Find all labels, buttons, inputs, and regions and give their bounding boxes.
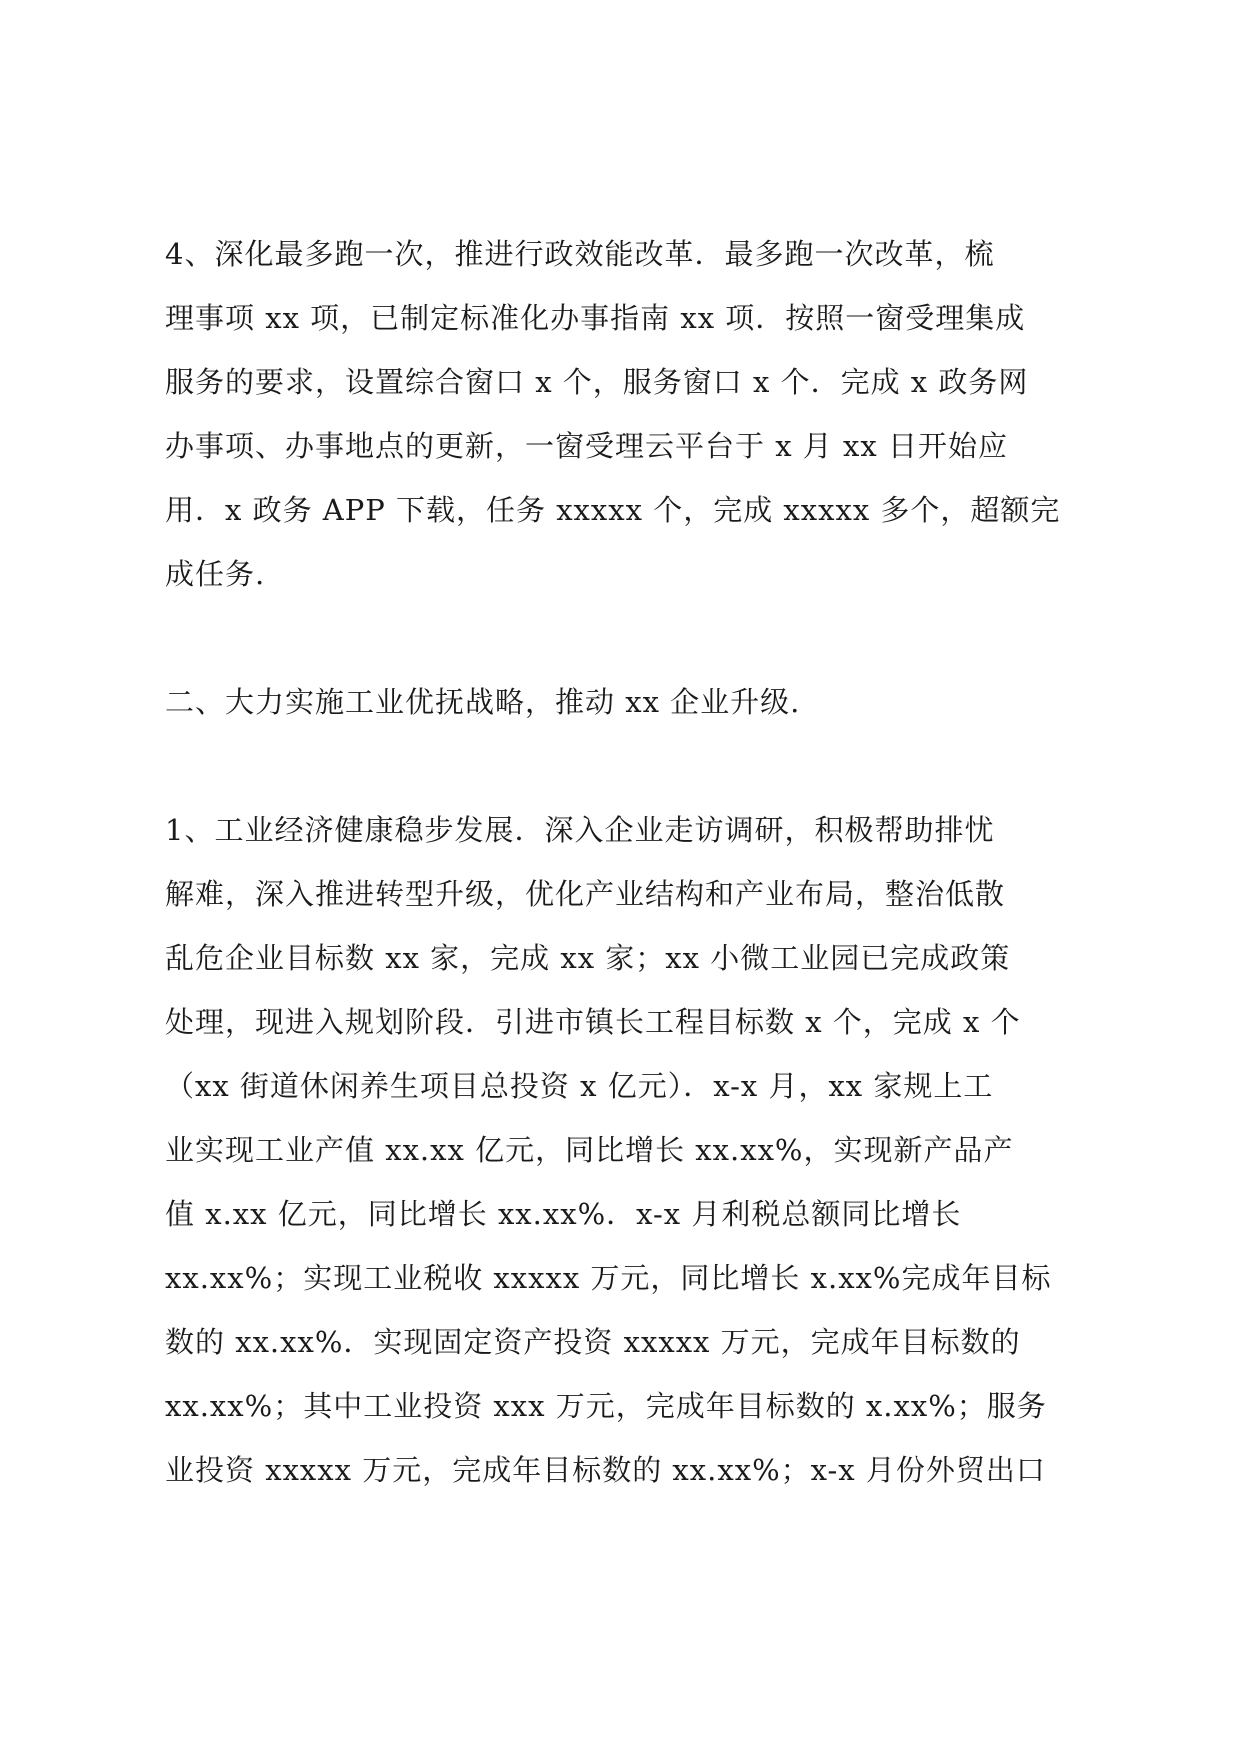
- paragraph-gap: [165, 734, 1095, 798]
- text-line: 解难，深入推进转型升级，优化产业结构和产业布局，整治低散: [165, 877, 1006, 911]
- text-line: xx.xx%；实现工业税收 xxxxx 万元，同比增长 x.xx%完成年目标: [165, 1261, 1052, 1295]
- section-heading: 二、大力实施工业优抚战略，推动 xx 企业升级.: [165, 685, 801, 719]
- text-line: 处理，现进入规划阶段．引进市镇长工程目标数 x 个，完成 x 个: [165, 1005, 1021, 1039]
- text-line: 1、工业经济健康稳步发展．深入企业走访调研，积极帮助排忧: [165, 813, 995, 847]
- text-line: 理事项 xx 项，已制定标准化办事指南 xx 项．按照一窗受理集成: [165, 301, 1026, 335]
- text-line: 办事项、办事地点的更新，一窗受理云平台于 x 月 xx 日开始应: [165, 429, 1008, 463]
- text-line: 业投资 xxxxx 万元，完成年目标数的 xx.xx%；x-x 月份外贸出口: [165, 1453, 1046, 1487]
- document-body: [165, 222, 1095, 1502]
- text-line: xx.xx%；其中工业投资 xxx 万元，完成年目标数的 x.xx%；服务: [165, 1389, 1047, 1423]
- text-line: （xx 街道休闲养生项目总投资 x 亿元）．x-x 月，xx 家规上工: [165, 1069, 994, 1103]
- text-line: 服务的要求，设置综合窗口 x 个，服务窗口 x 个．完成 x 政务网: [165, 365, 1029, 399]
- text-line: 业实现工业产值 xx.xx 亿元，同比增长 xx.xx%，实现新产品产: [165, 1133, 1014, 1167]
- text-line: 数的 xx.xx%．实现固定资产投资 xxxxx 万元，完成年目标数的: [165, 1325, 1021, 1359]
- paragraph-industrial-economy: [165, 798, 1095, 1502]
- text-line: 4、深化最多跑一次，推进行政效能改革．最多跑一次改革，梳: [165, 237, 995, 271]
- text-line: 成任务.: [165, 557, 266, 591]
- paragraph-gap: [165, 606, 1095, 670]
- section-heading-industry: [165, 670, 1095, 734]
- text-line: 用．x 政务 APP 下载，任务 xxxxx 个，完成 xxxxx 多个，超额完: [165, 493, 1061, 527]
- text-line: 乱危企业目标数 xx 家，完成 xx 家；xx 小微工业园已完成政策: [165, 941, 1011, 975]
- paragraph-administrative-reform: [165, 222, 1095, 606]
- text-line: 值 x.xx 亿元，同比增长 xx.xx%．x-x 月利税总额同比增长: [165, 1197, 962, 1231]
